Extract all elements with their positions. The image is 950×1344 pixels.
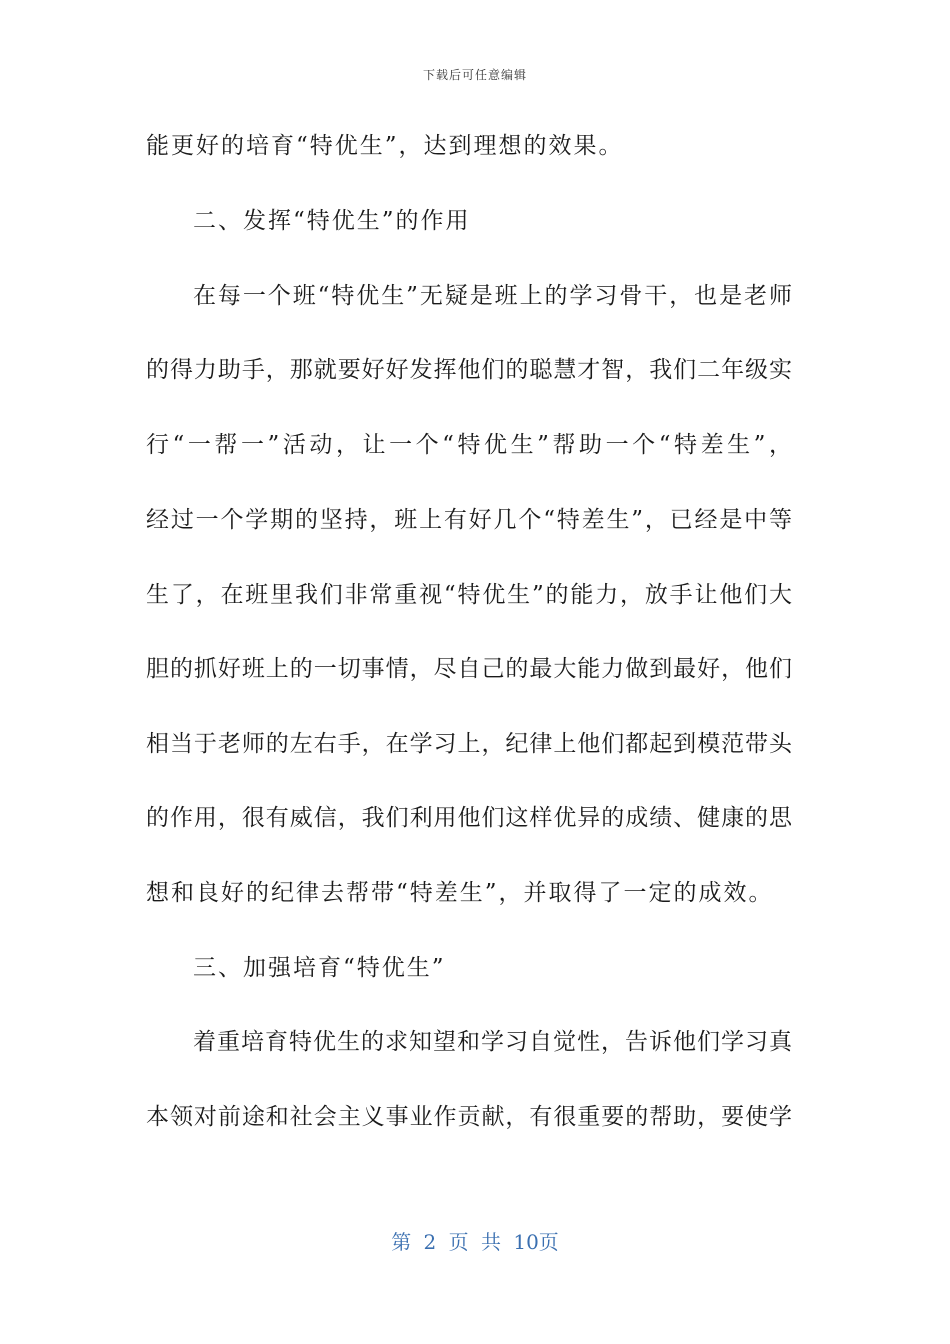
text-line: 能更好的培育“特优生”，达到理想的效果。 bbox=[146, 133, 624, 159]
text-line: 在每一个班“特优生”无疑是班上的学习骨干，也是老师 bbox=[193, 283, 792, 309]
text-line: 生了，在班里我们非常重视“特优生”的能力，放手让他们大 bbox=[146, 582, 792, 608]
text-line: 胆的抓好班上的一切事情，尽自己的最大能力做到最好，他们 bbox=[146, 656, 792, 682]
text-line: 行“一帮一”活动，让一个“特优生”帮助一个“特差生”， bbox=[146, 432, 792, 458]
section-heading: 三、加强培育“特优生” bbox=[193, 955, 446, 981]
section-heading: 二、发挥“特优生”的作用 bbox=[193, 208, 471, 234]
text-line: 着重培育特优生的求知望和学习自觉性，告诉他们学习真 bbox=[193, 1029, 792, 1055]
text-line: 的得力助手，那就要好好发挥他们的聪慧才智，我们二年级实 bbox=[146, 357, 792, 383]
page-number: 第 2 页 共 10页 bbox=[391, 1230, 559, 1254]
text-line: 相当于老师的左右手，在学习上，纪律上他们都起到模范带头 bbox=[146, 731, 792, 757]
text-line: 本领对前途和社会主义事业作贡献，有很重要的帮助，要使学 bbox=[146, 1104, 792, 1130]
text-line: 经过一个学期的坚持，班上有好几个“特差生”，已经是中等 bbox=[146, 507, 792, 533]
text-line: 想和良好的纪律去帮带“特差生”，并取得了一定的成效。 bbox=[146, 880, 774, 906]
header-note: 下载后可任意编辑 bbox=[422, 68, 527, 82]
text-line: 的作用，很有威信，我们利用他们这样优异的成绩、健康的思 bbox=[146, 805, 792, 831]
